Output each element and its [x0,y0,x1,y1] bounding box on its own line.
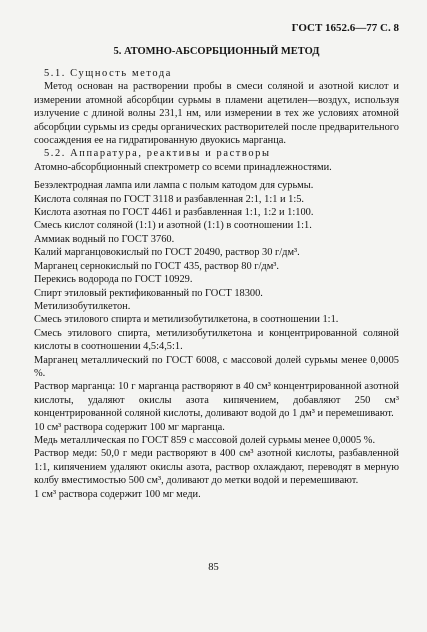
subsection-heading-essence: 5.1. Сущность метода [44,68,172,79]
list-item: Кислота азотная по ГОСТ 4461 и разбавленная 1:1, 1:2 и 1:100. [34,207,314,219]
list-item: Безэлектродная лампа или лампа с полым катодом для сурьмы. [34,180,314,192]
list-item: Смесь кислот соляной (1:1) и азотной (1:1) в соотношении 1:1. [34,220,312,232]
page-header: ГОСТ 1652.6—77 С. 8 [291,22,399,34]
list-item: Кислота соляная по ГОСТ 3118 и разбавленная 2:1, 1:1 и 1:5. [34,193,305,205]
list-item: Калий марганцовокислый по ГОСТ 20490, раствор 30 г/дм³. [34,247,300,259]
list-item: Марганец сернокислый по ГОСТ 435, раствор 80 г/дм³. [34,260,279,272]
list-item: Аммиак водный по ГОСТ 3760. [34,233,175,245]
list-item: Раствор марганца: 10 г марганца растворяют в 40 см³ концентрированной азотной кислоты, удаляют окислы азота кипячением, добавляют 250 см³ концентрированной соляной кислоты, доливают водой до 1 дм³ и перемешивают. [34,381,399,420]
list-item: Смесь этилового спирта, метилизобутилкетона и концентрированной соляной кислоты в соотношении 4,5:4,5:1. [34,327,399,353]
list-item: Смесь этилового спирта и метилизобутилкетона, в соотношении 1:1. [34,314,339,326]
list-item: 10 см³ раствора содержит 100 мг марганца. [34,421,225,433]
list-item: Раствор меди: 50,0 г меди растворяют в 400 см³ азотной кислоты, разбавленной 1:1, кипячением удаляют окислы азота, раствор охлаждают, переводят в мерную колбу вместимостью 500 см³, доливают до метки водой и перемешивают. [34,448,399,487]
list-item: Марганец металлический по ГОСТ 6008, с массовой долей сурьмы менее 0,0005 %. [34,354,399,379]
list-item: Атомно-абсорбционный спектрометр со всеми принадлежностями. [34,161,332,173]
list-item: 1 см³ раствора содержит 100 мг меди. [34,488,201,500]
subsection-heading-apparatus: 5.2. Аппаратура, реактивы и растворы [44,148,271,160]
section-title: 5. АТОМНО-АБСОРБЦИОННЫЙ МЕТОД [113,46,320,57]
reagent-list [34,161,399,501]
paragraph-method-description: Метод основан на растворении пробы в смеси соляной и азотной кислот и измерении атомной абсорбции сурьмы в пламени ацетилен—воздух, используя излучение с длиной волны 231,1 нм, или измерении в тех же условиях атомной абсорбции сурьмы из среды органических растворителей после предварительного соосаждения ее на гидратированную двуокись марганца. [34,81,399,147]
list-item: Медь металлическая по ГОСТ 859 с массовой долей сурьмы менее 0,0005 %. [34,434,376,446]
list-item: Метилизобутилкетон. [34,300,131,312]
list-item: Перекись водорода по ГОСТ 10929. [34,274,193,286]
page-number: 85 [208,562,219,573]
list-item: Спирт этиловый ректификованный по ГОСТ 18300. [34,287,263,299]
